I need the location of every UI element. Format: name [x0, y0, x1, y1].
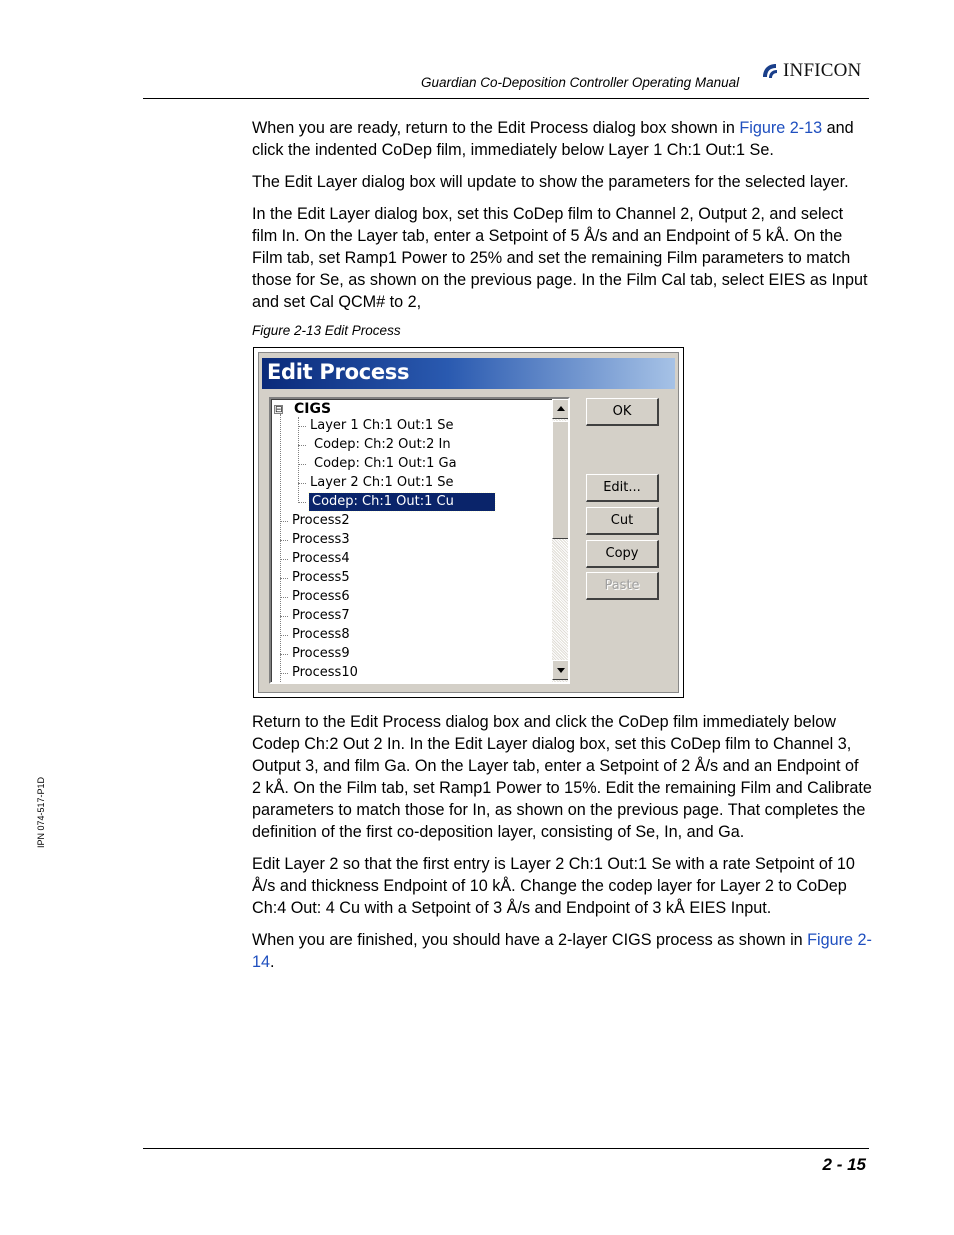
- ok-button[interactable]: OK: [586, 398, 659, 426]
- footer-rule: [143, 1148, 869, 1149]
- header-rule: [143, 98, 869, 99]
- paragraph-3: In the Edit Layer dialog box, set this CoDep film to Channel 2, Output 2, and select film In. On the Layer tab, enter a Setpoint of 5 Å/s and an Endpoint of 5 kÅ. On the Film tab, set Ramp1 Power to 25% and set the remaining Film parameters to match those for Se, as shown on the previous page. In the Film Cal tab, select EIES as Input and set Cal QCM# to 2,: [252, 205, 868, 311]
- edit-process-dialog: [258, 352, 679, 693]
- tree-connector: [280, 540, 288, 541]
- tree-connector: [280, 635, 288, 636]
- paragraph-5: Edit Layer 2 so that the first entry is Layer 2 Ch:1 Out:1 Se with a rate Setpoint of 10 Å/s and thickness Endpoint of 10 kÅ. Change the codep layer for Layer 2 to CoDep Ch:4 Out: 4 Cu with a Setpoint of 3 Å/s and Endpoint of 3 kÅ EIES Input.: [252, 855, 855, 917]
- tree-root-cigs[interactable]: CIGS: [294, 401, 332, 417]
- figure-2-14-link[interactable]: Figure 2-14: [252, 931, 872, 971]
- arrow-up-icon: [557, 406, 565, 411]
- instructions-section: [252, 711, 872, 973]
- edit-button[interactable]: Edit...: [586, 474, 659, 502]
- tree-connector: [280, 559, 288, 560]
- tree-item-process6[interactable]: Process6: [292, 589, 350, 604]
- running-header-title: Guardian Co-Deposition Controller Operating Manual: [421, 75, 740, 90]
- tree-item-process4[interactable]: Process4: [292, 551, 350, 566]
- document-id: IPN 074-517-P1D: [36, 776, 46, 848]
- intro-section: [252, 117, 872, 313]
- paragraph-6: [252, 929, 872, 973]
- tree-connector: [298, 417, 299, 503]
- tree-item-process2[interactable]: Process2: [292, 513, 350, 528]
- tree-item-process10[interactable]: Process10: [292, 665, 358, 680]
- tree-connector: [280, 578, 288, 579]
- tree-connector: [280, 521, 288, 522]
- tree-connector: [280, 597, 288, 598]
- dialog-title-bar: [262, 358, 675, 389]
- tree-item-process5[interactable]: Process5: [292, 570, 350, 585]
- tree-connector: [298, 464, 306, 465]
- tree-connector: [280, 414, 281, 684]
- tree-item-process7[interactable]: Process7: [292, 608, 350, 623]
- collapse-icon[interactable]: ⊟: [275, 404, 283, 414]
- tree-connector: [280, 616, 288, 617]
- paragraph-1-text-start: When you are ready, return to the Edit Process dialog box shown in: [252, 119, 740, 137]
- tree-item-process9[interactable]: Process9: [292, 646, 350, 661]
- logo-wordmark: INFICON: [783, 60, 862, 81]
- paste-button[interactable]: Paste: [586, 572, 659, 600]
- inficon-logo-icon: [760, 61, 780, 81]
- figure-caption: Figure 2-13 Edit Process: [252, 323, 401, 338]
- scroll-thumb[interactable]: [552, 421, 570, 539]
- tree-item-process8[interactable]: Process8: [292, 627, 350, 642]
- process-tree[interactable]: [269, 397, 570, 684]
- paragraph-6-text-start: When you are finished, you should have a 2-layer CIGS process as shown in: [252, 931, 808, 949]
- paragraph-1-text-end: and click the indented CoDep film, immediately below Layer 1 Ch:1 Out:1 Se.: [252, 119, 854, 159]
- paragraph-4: Return to the Edit Process dialog box and click the CoDep film immediately below Codep Ch:2 Out 2 In. In the Edit Layer dialog box, set this CoDep film to Channel 3, Output 3, and film Ga. On the Layer tab, enter a Setpoint of 2 Å/s and an Endpoint of 2 kÅ. On the Film tab, set Ramp1 Power to 15%. Edit the remaining Film and Calibrate parameters to match those for In, as shown on the previous page. That completes the definition of the first co-deposition layer, consisting of Se, In, and Ga.: [252, 713, 872, 841]
- scroll-down-button[interactable]: [552, 660, 570, 680]
- paragraph-6-text-end: .: [270, 953, 275, 971]
- tree-connector: [298, 426, 306, 427]
- paragraph-2: The Edit Layer dialog box will update to show the parameters for the selected layer.: [252, 173, 849, 191]
- tree-connector: [280, 673, 288, 674]
- arrow-down-icon: [557, 668, 565, 673]
- figure-2-13-link[interactable]: Figure 2-13: [739, 119, 823, 137]
- tree-item-codep-cu-selected[interactable]: Codep: Ch:1 Out:1 Cu: [309, 493, 495, 511]
- tree-item-layer-2[interactable]: Layer 2 Ch:1 Out:1 Se: [310, 475, 454, 490]
- scroll-up-button[interactable]: [552, 399, 570, 419]
- paragraph-1: [252, 117, 872, 161]
- tree-item-process3[interactable]: Process3: [292, 532, 350, 547]
- tree-connector: [298, 445, 306, 446]
- tree-scrollbar[interactable]: [552, 399, 570, 682]
- cut-button[interactable]: Cut: [586, 507, 659, 535]
- dialog-title: Edit Process: [267, 360, 410, 384]
- inficon-logo: [760, 60, 861, 82]
- tree-connector: [280, 654, 288, 655]
- tree-item-layer-1[interactable]: Layer 1 Ch:1 Out:1 Se: [310, 418, 454, 433]
- tree-item-codep-in[interactable]: Codep: Ch:2 Out:2 In: [314, 437, 451, 452]
- figure-frame: [253, 347, 684, 698]
- page-number: 2 - 15: [822, 1155, 866, 1174]
- tree-connector: [298, 483, 306, 484]
- tree-item-codep-ga[interactable]: Codep: Ch:1 Out:1 Ga: [314, 456, 457, 471]
- tree-connector: [298, 502, 306, 503]
- copy-button[interactable]: Copy: [586, 540, 659, 568]
